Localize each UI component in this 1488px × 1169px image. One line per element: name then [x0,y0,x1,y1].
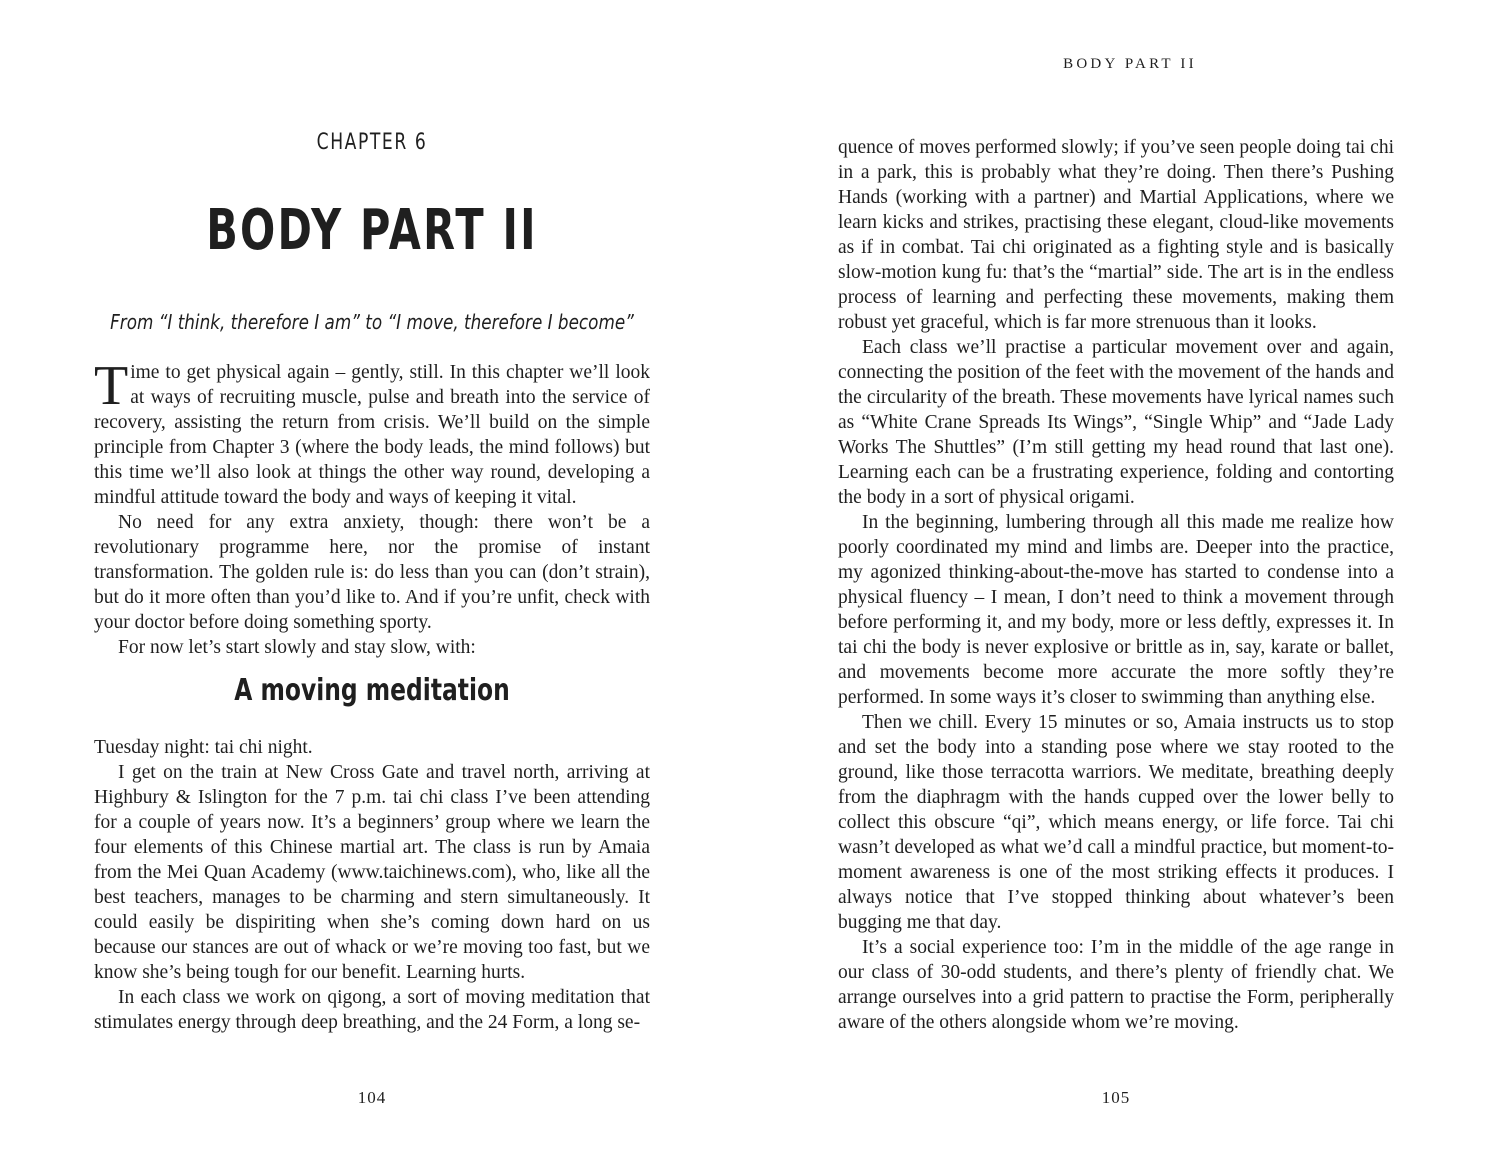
section-body [94,735,650,1035]
body-paragraph: In the beginning, lumbering through all this made me realize how poorly coordinated my mind and limbs are. Deeper into the practice, my agonized thinking-about-the-move has started to condense into a physical fluency – I mean, I don’t need to think a movement through before performing it, and my body, more or less deftly, expresses it. In tai chi the body is never explosive or brittle as in, say, karate or ballet, and movements become more accurate the more softly they’re performed. In some ways it’s closer to swimming than anything else. [838,512,1394,708]
body-paragraph: quence of moves performed slowly; if you’ve seen people doing tai chi in a park, this is probably what they’re doing. Then there’s Pushing Hands (working with a partner) and Martial Applications, where we learn kicks and strikes, practising these elegant, cloud-like movements as if in combat. Tai chi originated as a fighting style and is basically slow-motion kung fu: that’s the “martial” side. The art is in the endless process of learning and perfecting these movements, making them robust yet graceful, which is far more strenuous than it looks. [838,137,1394,333]
body-paragraph: It’s a social experience too: I’m in the middle of the age range in our class of 30-odd students, and there’s plenty of friendly chat. We arrange ourselves into a grid pattern to practise the Form, peripherally aware of the others alongside whom we’re moving. [838,937,1394,1033]
right-page-body [838,135,1394,1035]
intro-paragraph-1-text: ime to get physical again – gently, still. In this chapter we’ll look at ways of recruiting muscle, pulse and breath into the service of recovery, assisting the return from crisis. We’ll build on the simple principle from Chapter 3 (where the body leads, the mind follows) but this time we’ll also look at things the other way round, developing a mindful attitude toward the body and ways of keeping it vital. [94,362,650,508]
chapter-label: CHAPTER 6 [316,130,428,155]
section-paragraph: I get on the train at New Cross Gate and travel north, arriving at Highbury & Islington for the 7 p.m. tai chi class I’ve been attending for a couple of years now. It’s a beginners’ group where we learn the four elements of this Chinese martial art. The class is run by Amaia from the Mei Quan Academy (www.taichinews.com), who, like all the best teachers, manages to be charming and stern simultaneously. It could easily be dispiriting when she’s coming down hard on us because our stances are out of whack or we’re moving too fast, but we know she’s being tough for our benefit. Learning hurts. [94,762,650,983]
chapter-epigraph: From “I think, therefore I am” to “I move, therefore I become” [110,310,634,334]
page-number-right: 105 [1101,1088,1131,1107]
intro-paragraph-3: For now let’s start slowly and stay slow, with: [118,637,476,658]
intro-paragraph-1 [94,355,650,510]
body-paragraph: Each class we’ll practise a particular movement over and again, connecting the position of the feet with the movement of the hands and the circularity of the breath. These movements have lyrical names such as “White Crane Spreads Its Wings”, “Single Whip” and “Jade Lady Works The Shuttles” (I’m still getting my head round that last one). Learning each can be a frustrating experience, folding and contorting the body in a sort of physical origami. [838,337,1394,508]
page-number-left: 104 [357,1088,387,1107]
chapter-intro [94,355,650,660]
chapter-title: BODY PART II [206,198,538,263]
section-heading: A moving meditation [234,673,510,708]
running-head: BODY PART II [1063,56,1197,72]
section-paragraph: In each class we work on qigong, a sort of moving meditation that stimulates energy through deep breathing, and the 24 Form, a long se- [94,987,650,1033]
right-page [744,0,1488,1169]
body-paragraph: Then we chill. Every 15 minutes or so, Amaia instructs us to stop and set the body into a standing pose where we stay rooted to the ground, like those terracotta warriors. We meditate, breathing deeply from the diaphragm with the hands cupped over the lower belly to collect this obscure “qi”, which means energy, or life force. Tai chi wasn’t developed as what we’d call a mindful practice, but moment-to-moment awareness is one of the most striking effects it produces. I always notice that I’ve stopped thinking about whatever’s been bugging me that day. [838,712,1394,933]
drop-cap: T [94,355,129,417]
section-paragraph: Tuesday night: tai chi night. [94,737,313,758]
intro-paragraph-2: No need for any extra anxiety, though: there won’t be a revolutionary programme here, nor the promise of instant transformation. The golden rule is: do less than you can (don’t strain), but do it more often than you’d like to. And if you’re unfit, check with your doctor before doing something sporty. [94,512,650,633]
